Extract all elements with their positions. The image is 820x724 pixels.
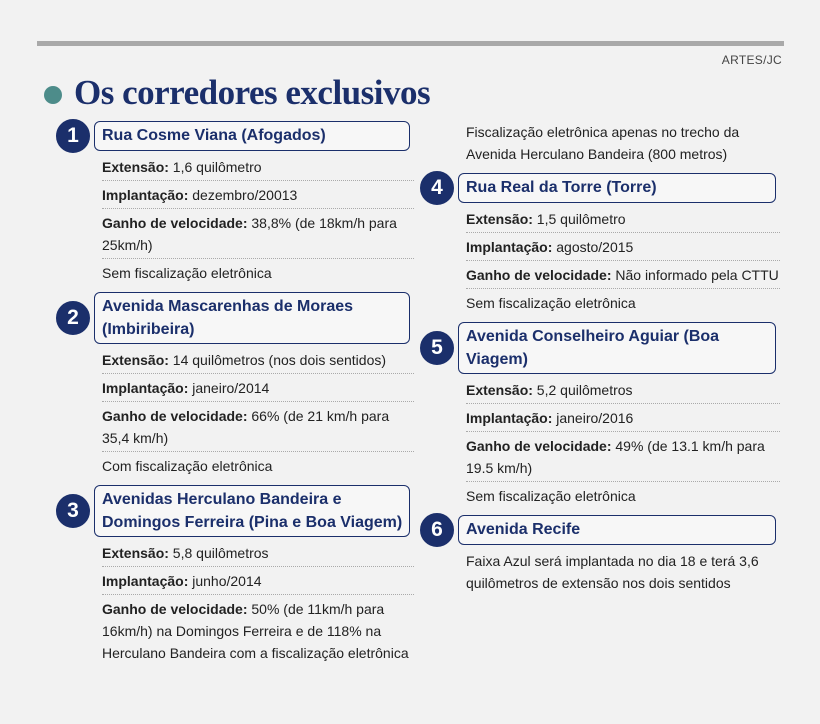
implantation-row: Implantação: janeiro/2016 xyxy=(466,404,780,432)
corridor-number-badge: 4 xyxy=(418,169,456,207)
corridor-header xyxy=(418,173,780,203)
corridor-number-badge: 5 xyxy=(418,329,456,367)
speed-gain-row: Ganho de velocidade: 50% (de 11km/h para 16km/h) na Domingos Ferreira e de 118% na Herculano Bandeira com a fiscalização eletrônica xyxy=(102,601,409,661)
implantation-row: Implantação: junho/2014 xyxy=(102,567,414,595)
corridor-number-badge: 6 xyxy=(418,511,456,549)
corridor-3 xyxy=(54,485,414,666)
corridor-header xyxy=(54,485,414,537)
corridor-header xyxy=(54,121,414,151)
enforcement-row: Sem fiscalização eletrônica xyxy=(466,295,636,311)
bullet-dot-icon xyxy=(44,86,62,104)
corridor-6 xyxy=(418,515,780,596)
corridor-header xyxy=(418,322,780,374)
speed-gain-row: Ganho de velocidade: 49% (de 13.1 km/h para 19.5 km/h) xyxy=(466,432,780,482)
extension-row: Extensão: 5,2 quilômetros xyxy=(466,376,780,404)
corridor-header xyxy=(54,292,414,344)
corridor-name: Avenidas Herculano Bandeira e Domingos Ferreira (Pina e Boa Viagem) xyxy=(94,485,410,537)
extension-row: Extensão: 14 quilômetros (nos dois sentidos) xyxy=(102,346,414,374)
corridor-2 xyxy=(54,292,414,479)
enforcement-row: Sem fiscalização eletrônica xyxy=(102,265,272,281)
corridor-name: Rua Cosme Viana (Afogados) xyxy=(94,121,410,151)
right-column xyxy=(418,121,780,602)
speed-gain-row: Ganho de velocidade: 38,8% (de 18km/h para 25km/h) xyxy=(102,209,414,259)
extension-row: Extensão: 1,6 quilômetro xyxy=(102,153,414,181)
corridor-number-badge: 1 xyxy=(54,117,92,155)
left-column xyxy=(54,121,414,672)
corridor-5 xyxy=(418,322,780,509)
enforcement-row: Sem fiscalização eletrônica xyxy=(466,488,636,504)
corridor-name: Avenida Recife xyxy=(458,515,776,545)
enforcement-row: Com fiscalização eletrônica xyxy=(102,458,273,474)
corridor-name: Avenida Mascarenhas de Moraes (Imbiribeira) xyxy=(94,292,410,344)
corridor-number-badge: 2 xyxy=(54,299,92,337)
credit: ARTES/JC xyxy=(721,53,782,67)
speed-gain-row: Ganho de velocidade: Não informado pela CTTU xyxy=(466,261,780,289)
speed-gain-row: Ganho de velocidade: 66% (de 21 km/h para 35,4 km/h) xyxy=(102,402,414,452)
corridor-1 xyxy=(54,121,414,286)
title-block xyxy=(44,73,430,113)
extension-row: Extensão: 1,5 quilômetro xyxy=(466,205,780,233)
corridor-4 xyxy=(418,173,780,316)
implantation-row: Implantação: dezembro/20013 xyxy=(102,181,414,209)
top-rule xyxy=(37,41,784,46)
enforcement-row: Fiscalização eletrônica apenas no trecho da Avenida Herculano Bandeira (800 metros) xyxy=(466,124,740,162)
corridor-name: Rua Real da Torre (Torre) xyxy=(458,173,776,203)
corridor-header xyxy=(418,515,780,545)
note-row: Faixa Azul será implantada no dia 18 e terá 3,6 quilômetros de extensão nos dois sentidos xyxy=(466,553,759,591)
corridor-name: Avenida Conselheiro Aguiar (Boa Viagem) xyxy=(458,322,776,374)
extension-row: Extensão: 5,8 quilômetros xyxy=(102,539,414,567)
implantation-row: Implantação: agosto/2015 xyxy=(466,233,780,261)
page-title: Os corredores exclusivos xyxy=(74,73,431,112)
corridor-number-badge: 3 xyxy=(54,492,92,530)
implantation-row: Implantação: janeiro/2014 xyxy=(102,374,414,402)
